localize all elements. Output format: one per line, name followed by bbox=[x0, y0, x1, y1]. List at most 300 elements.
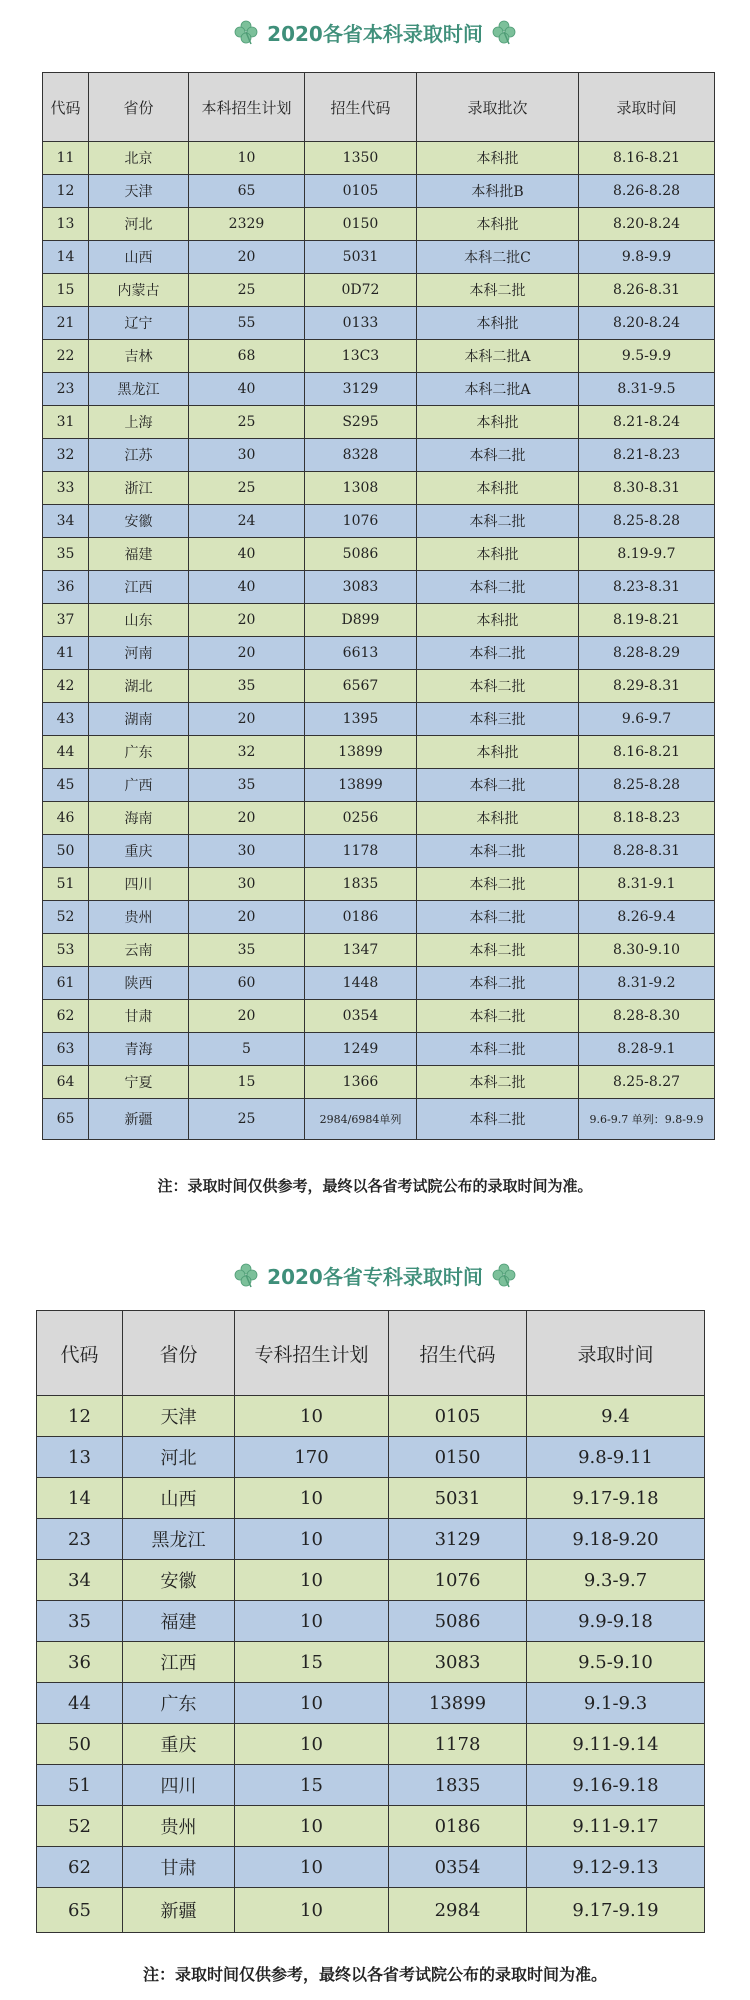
table-cell: 8.25-8.28 bbox=[579, 769, 715, 802]
table-cell: 本科批B bbox=[417, 175, 579, 208]
table-cell: 34 bbox=[37, 1560, 123, 1601]
table-cell: 8.16-8.21 bbox=[579, 736, 715, 769]
vocational-title-bar bbox=[0, 1255, 750, 1295]
table-cell: 40 bbox=[189, 538, 305, 571]
table-cell: 12 bbox=[37, 1396, 123, 1437]
table-cell: 8.19-9.7 bbox=[579, 538, 715, 571]
table-cell: 10 bbox=[189, 142, 305, 175]
col-header: 招生代码 bbox=[305, 73, 417, 142]
table-cell: 云南 bbox=[89, 934, 189, 967]
table-cell: 30 bbox=[189, 835, 305, 868]
table-cell: 35 bbox=[37, 1601, 123, 1642]
table-cell: 本科批 bbox=[417, 802, 579, 835]
table-cell: 35 bbox=[189, 769, 305, 802]
table-cell: 本科批 bbox=[417, 307, 579, 340]
table-cell: 10 bbox=[235, 1519, 389, 1560]
table-cell: 2984 bbox=[389, 1888, 527, 1933]
table-row bbox=[37, 1806, 705, 1847]
table-cell: 1076 bbox=[389, 1560, 527, 1601]
table-row bbox=[43, 1066, 715, 1099]
table-cell: 1395 bbox=[305, 703, 417, 736]
table-cell: 64 bbox=[43, 1066, 89, 1099]
table-cell: 9.8-9.11 bbox=[527, 1437, 705, 1478]
table-cell: 8.16-8.21 bbox=[579, 142, 715, 175]
table-cell: 安徽 bbox=[123, 1560, 235, 1601]
table-cell: 8.30-9.10 bbox=[579, 934, 715, 967]
table-cell: 本科三批 bbox=[417, 703, 579, 736]
table-row bbox=[43, 142, 715, 175]
table-cell: 3129 bbox=[305, 373, 417, 406]
table-row bbox=[43, 340, 715, 373]
table-header-row bbox=[37, 1311, 705, 1396]
table-cell: 43 bbox=[43, 703, 89, 736]
table-cell: 35 bbox=[189, 670, 305, 703]
table-cell: 9.5-9.10 bbox=[527, 1642, 705, 1683]
table-cell: 山东 bbox=[89, 604, 189, 637]
table-cell: 重庆 bbox=[123, 1724, 235, 1765]
table-cell: D899 bbox=[305, 604, 417, 637]
table-cell: 13899 bbox=[305, 736, 417, 769]
table-cell: 9.17-9.19 bbox=[527, 1888, 705, 1933]
table-cell: 8.26-9.4 bbox=[579, 901, 715, 934]
table-cell: 甘肃 bbox=[123, 1847, 235, 1888]
table-cell: 9.11-9.17 bbox=[527, 1806, 705, 1847]
table-cell: 9.8-9.9 bbox=[579, 241, 715, 274]
table-cell: 8.28-9.1 bbox=[579, 1033, 715, 1066]
table-cell: 65 bbox=[189, 175, 305, 208]
table-row bbox=[43, 175, 715, 208]
table-cell: 15 bbox=[235, 1765, 389, 1806]
bachelor-table bbox=[42, 72, 715, 1140]
table-cell: 8.25-8.27 bbox=[579, 1066, 715, 1099]
table-cell: 5031 bbox=[389, 1478, 527, 1519]
table-cell: 65 bbox=[43, 1099, 89, 1140]
table-cell: 25 bbox=[189, 472, 305, 505]
table-cell: 8.29-8.31 bbox=[579, 670, 715, 703]
bachelor-title: 2020各省本科录取时间 bbox=[267, 21, 483, 46]
table-cell: 2329 bbox=[189, 208, 305, 241]
table-row bbox=[43, 1033, 715, 1066]
table-cell: 8.31-9.2 bbox=[579, 967, 715, 1000]
table-cell: 6567 bbox=[305, 670, 417, 703]
table-cell: 2984/6984单列 bbox=[305, 1099, 417, 1140]
table-cell: 13 bbox=[37, 1437, 123, 1478]
table-cell: 44 bbox=[37, 1683, 123, 1724]
table-cell: 8.26-8.28 bbox=[579, 175, 715, 208]
table-cell: 0354 bbox=[389, 1847, 527, 1888]
table-cell: 12 bbox=[43, 175, 89, 208]
table-cell: 8.20-8.24 bbox=[579, 307, 715, 340]
table-cell: 0186 bbox=[389, 1806, 527, 1847]
table-cell: 浙江 bbox=[89, 472, 189, 505]
table-cell: 30 bbox=[189, 439, 305, 472]
table-row bbox=[43, 835, 715, 868]
table-cell: 10 bbox=[235, 1888, 389, 1933]
table-cell: 本科二批 bbox=[417, 868, 579, 901]
clover-icon bbox=[491, 1262, 517, 1288]
table-row bbox=[43, 901, 715, 934]
table-cell: 0150 bbox=[389, 1437, 527, 1478]
table-cell: 1347 bbox=[305, 934, 417, 967]
table-cell: 8.31-9.5 bbox=[579, 373, 715, 406]
table-cell: 9.12-9.13 bbox=[527, 1847, 705, 1888]
table-row bbox=[37, 1724, 705, 1765]
table-cell: 15 bbox=[43, 274, 89, 307]
table-cell: 本科二批 bbox=[417, 835, 579, 868]
table-cell: 天津 bbox=[123, 1396, 235, 1437]
table-row bbox=[43, 637, 715, 670]
table-row bbox=[43, 241, 715, 274]
table-row bbox=[43, 472, 715, 505]
table-cell: 1366 bbox=[305, 1066, 417, 1099]
col-header: 代码 bbox=[43, 73, 89, 142]
table-cell: 山西 bbox=[123, 1478, 235, 1519]
table-cell: 福建 bbox=[123, 1601, 235, 1642]
table-cell: 本科二批 bbox=[417, 637, 579, 670]
table-cell: 海南 bbox=[89, 802, 189, 835]
table-cell: 5086 bbox=[305, 538, 417, 571]
table-cell: 本科二批 bbox=[417, 934, 579, 967]
vocational-table bbox=[36, 1310, 705, 1933]
table-cell: 8.21-8.24 bbox=[579, 406, 715, 439]
col-header: 录取时间 bbox=[527, 1311, 705, 1396]
vocational-note: 注：录取时间仅供参考，最终以各省考试院公布的录取时间为准。 bbox=[142, 1965, 607, 1984]
table-cell: 9.17-9.18 bbox=[527, 1478, 705, 1519]
table-cell: 3083 bbox=[305, 571, 417, 604]
table-cell: 62 bbox=[37, 1847, 123, 1888]
table-cell: 32 bbox=[189, 736, 305, 769]
table-row bbox=[43, 505, 715, 538]
table-cell: 8328 bbox=[305, 439, 417, 472]
table-cell: 内蒙古 bbox=[89, 274, 189, 307]
table-cell: 20 bbox=[189, 637, 305, 670]
table-cell: 20 bbox=[189, 901, 305, 934]
table-cell: 37 bbox=[43, 604, 89, 637]
table-cell: 1178 bbox=[389, 1724, 527, 1765]
table-cell: 35 bbox=[43, 538, 89, 571]
table-cell: 1076 bbox=[305, 505, 417, 538]
col-header: 专科招生计划 bbox=[235, 1311, 389, 1396]
table-row bbox=[43, 439, 715, 472]
table-cell: 21 bbox=[43, 307, 89, 340]
table-cell: 新疆 bbox=[89, 1099, 189, 1140]
table-cell: 新疆 bbox=[123, 1888, 235, 1933]
table-cell: 62 bbox=[43, 1000, 89, 1033]
table-cell: 本科二批 bbox=[417, 1066, 579, 1099]
table-cell: 本科二批A bbox=[417, 373, 579, 406]
table-cell: 本科二批A bbox=[417, 340, 579, 373]
table-cell: 40 bbox=[189, 571, 305, 604]
clover-icon bbox=[491, 19, 517, 45]
table-cell: 吉林 bbox=[89, 340, 189, 373]
table-cell: 8.20-8.24 bbox=[579, 208, 715, 241]
table-row bbox=[37, 1847, 705, 1888]
table-row bbox=[43, 1099, 715, 1140]
table-row bbox=[43, 208, 715, 241]
table-cell: 河北 bbox=[123, 1437, 235, 1478]
table-cell: 10 bbox=[235, 1601, 389, 1642]
table-row bbox=[37, 1765, 705, 1806]
table-row bbox=[43, 406, 715, 439]
col-header: 省份 bbox=[89, 73, 189, 142]
table-cell: 31 bbox=[43, 406, 89, 439]
table-cell: 8.23-8.31 bbox=[579, 571, 715, 604]
table-cell: 辽宁 bbox=[89, 307, 189, 340]
table-cell: 本科二批 bbox=[417, 1000, 579, 1033]
table-cell: 23 bbox=[37, 1519, 123, 1560]
table-cell: 9.16-9.18 bbox=[527, 1765, 705, 1806]
table-cell: 青海 bbox=[89, 1033, 189, 1066]
table-cell: 9.11-9.14 bbox=[527, 1724, 705, 1765]
table-row bbox=[43, 868, 715, 901]
table-cell: 江西 bbox=[123, 1642, 235, 1683]
table-cell: 41 bbox=[43, 637, 89, 670]
table-cell: 1178 bbox=[305, 835, 417, 868]
table-cell: 陕西 bbox=[89, 967, 189, 1000]
table-cell: 24 bbox=[189, 505, 305, 538]
table-cell: 本科二批 bbox=[417, 1033, 579, 1066]
table-cell: 江苏 bbox=[89, 439, 189, 472]
table-cell: 8.28-8.29 bbox=[579, 637, 715, 670]
table-cell: 本科二批 bbox=[417, 571, 579, 604]
table-cell: 0150 bbox=[305, 208, 417, 241]
table-cell: 46 bbox=[43, 802, 89, 835]
table-cell: 9.1-9.3 bbox=[527, 1683, 705, 1724]
table-cell: 本科批 bbox=[417, 406, 579, 439]
table-cell: 22 bbox=[43, 340, 89, 373]
table-row bbox=[37, 1888, 705, 1933]
table-cell: 福建 bbox=[89, 538, 189, 571]
table-cell: 宁夏 bbox=[89, 1066, 189, 1099]
table-cell: 8.31-9.1 bbox=[579, 868, 715, 901]
table-cell: 0D72 bbox=[305, 274, 417, 307]
table-cell: 山西 bbox=[89, 241, 189, 274]
table-cell: 25 bbox=[189, 406, 305, 439]
table-cell: 10 bbox=[235, 1396, 389, 1437]
table-cell: 8.21-8.23 bbox=[579, 439, 715, 472]
table-cell: 北京 bbox=[89, 142, 189, 175]
table-cell: 25 bbox=[189, 274, 305, 307]
table-cell: 13C3 bbox=[305, 340, 417, 373]
table-row bbox=[43, 802, 715, 835]
table-cell: 5 bbox=[189, 1033, 305, 1066]
table-cell: 32 bbox=[43, 439, 89, 472]
table-row bbox=[43, 736, 715, 769]
table-cell: 52 bbox=[43, 901, 89, 934]
table-cell: 20 bbox=[189, 241, 305, 274]
table-cell: 1350 bbox=[305, 142, 417, 175]
table-cell: 河南 bbox=[89, 637, 189, 670]
table-cell: 13899 bbox=[389, 1683, 527, 1724]
table-row bbox=[43, 703, 715, 736]
table-cell: 10 bbox=[235, 1478, 389, 1519]
table-cell: 36 bbox=[37, 1642, 123, 1683]
table-row bbox=[43, 373, 715, 406]
clover-icon bbox=[233, 19, 259, 45]
table-cell: 23 bbox=[43, 373, 89, 406]
col-header: 招生代码 bbox=[389, 1311, 527, 1396]
table-cell: 8.26-8.31 bbox=[579, 274, 715, 307]
table-cell: 20 bbox=[189, 604, 305, 637]
col-header: 本科招生计划 bbox=[189, 73, 305, 142]
table-cell: 61 bbox=[43, 967, 89, 1000]
table-row bbox=[37, 1601, 705, 1642]
bachelor-title-bar bbox=[0, 12, 750, 52]
table-cell: 8.19-8.21 bbox=[579, 604, 715, 637]
table-row bbox=[43, 1000, 715, 1033]
table-cell: 本科批 bbox=[417, 142, 579, 175]
table-cell: 170 bbox=[235, 1437, 389, 1478]
table-cell: 36 bbox=[43, 571, 89, 604]
table-cell: 本科批 bbox=[417, 538, 579, 571]
table-cell: 34 bbox=[43, 505, 89, 538]
table-cell: 20 bbox=[189, 1000, 305, 1033]
table-cell: 1308 bbox=[305, 472, 417, 505]
table-cell: 40 bbox=[189, 373, 305, 406]
table-row bbox=[43, 967, 715, 1000]
table-cell: 广西 bbox=[89, 769, 189, 802]
table-cell: S295 bbox=[305, 406, 417, 439]
table-row bbox=[43, 769, 715, 802]
col-header: 录取批次 bbox=[417, 73, 579, 142]
table-cell: 天津 bbox=[89, 175, 189, 208]
table-cell: 本科二批C bbox=[417, 241, 579, 274]
table-cell: 本科二批 bbox=[417, 901, 579, 934]
table-cell: 本科批 bbox=[417, 208, 579, 241]
table-cell: 8.28-8.30 bbox=[579, 1000, 715, 1033]
table-cell: 63 bbox=[43, 1033, 89, 1066]
table-cell: 8.28-8.31 bbox=[579, 835, 715, 868]
table-row bbox=[43, 274, 715, 307]
table-cell: 52 bbox=[37, 1806, 123, 1847]
table-cell: 9.6-9.7 bbox=[579, 703, 715, 736]
table-cell: 贵州 bbox=[89, 901, 189, 934]
table-cell: 本科批 bbox=[417, 472, 579, 505]
table-cell: 1448 bbox=[305, 967, 417, 1000]
table-cell: 本科批 bbox=[417, 736, 579, 769]
table-cell: 50 bbox=[43, 835, 89, 868]
table-cell: 湖南 bbox=[89, 703, 189, 736]
col-header: 省份 bbox=[123, 1311, 235, 1396]
table-cell: 9.9-9.18 bbox=[527, 1601, 705, 1642]
table-cell: 黑龙江 bbox=[123, 1519, 235, 1560]
table-cell: 黑龙江 bbox=[89, 373, 189, 406]
table-cell: 51 bbox=[37, 1765, 123, 1806]
table-cell: 8.25-8.28 bbox=[579, 505, 715, 538]
table-cell: 33 bbox=[43, 472, 89, 505]
table-cell: 55 bbox=[189, 307, 305, 340]
table-row bbox=[43, 604, 715, 637]
table-cell: 60 bbox=[189, 967, 305, 1000]
table-cell: 湖北 bbox=[89, 670, 189, 703]
table-cell: 11 bbox=[43, 142, 89, 175]
table-row bbox=[37, 1478, 705, 1519]
vocational-title: 2020各省专科录取时间 bbox=[267, 1264, 483, 1289]
table-cell: 本科二批 bbox=[417, 769, 579, 802]
table-cell: 本科二批 bbox=[417, 274, 579, 307]
table-cell: 45 bbox=[43, 769, 89, 802]
table-cell: 本科二批 bbox=[417, 505, 579, 538]
table-cell: 10 bbox=[235, 1847, 389, 1888]
table-row bbox=[43, 538, 715, 571]
table-cell: 20 bbox=[189, 802, 305, 835]
table-cell: 0354 bbox=[305, 1000, 417, 1033]
table-cell: 8.30-8.31 bbox=[579, 472, 715, 505]
table-cell: 本科二批 bbox=[417, 670, 579, 703]
table-cell: 14 bbox=[37, 1478, 123, 1519]
table-row bbox=[37, 1396, 705, 1437]
table-cell: 53 bbox=[43, 934, 89, 967]
table-cell: 本科二批 bbox=[417, 439, 579, 472]
table-cell: 本科批 bbox=[417, 604, 579, 637]
table-cell: 本科二批 bbox=[417, 1099, 579, 1140]
table-cell: 65 bbox=[37, 1888, 123, 1933]
table-cell: 1835 bbox=[305, 868, 417, 901]
table-cell: 甘肃 bbox=[89, 1000, 189, 1033]
table-row bbox=[43, 670, 715, 703]
table-cell: 河北 bbox=[89, 208, 189, 241]
table-cell: 9.6-9.7 单列：9.8-9.9 bbox=[579, 1099, 715, 1140]
table-cell: 10 bbox=[235, 1806, 389, 1847]
clover-icon bbox=[233, 1262, 259, 1288]
table-row bbox=[43, 571, 715, 604]
table-cell: 1249 bbox=[305, 1033, 417, 1066]
table-cell: 15 bbox=[189, 1066, 305, 1099]
table-cell: 0256 bbox=[305, 802, 417, 835]
table-cell: 50 bbox=[37, 1724, 123, 1765]
table-cell: 9.5-9.9 bbox=[579, 340, 715, 373]
table-row bbox=[37, 1683, 705, 1724]
table-cell: 9.4 bbox=[527, 1396, 705, 1437]
table-row bbox=[37, 1519, 705, 1560]
table-cell: 四川 bbox=[89, 868, 189, 901]
table-cell: 0105 bbox=[305, 175, 417, 208]
table-cell: 安徽 bbox=[89, 505, 189, 538]
table-cell: 13899 bbox=[305, 769, 417, 802]
table-cell: 9.3-9.7 bbox=[527, 1560, 705, 1601]
table-row bbox=[37, 1560, 705, 1601]
bachelor-note: 注：录取时间仅供参考，最终以各省考试院公布的录取时间为准。 bbox=[157, 1177, 593, 1195]
table-cell: 0133 bbox=[305, 307, 417, 340]
table-cell: 10 bbox=[235, 1724, 389, 1765]
table-cell: 广东 bbox=[123, 1683, 235, 1724]
table-cell: 贵州 bbox=[123, 1806, 235, 1847]
table-cell: 0105 bbox=[389, 1396, 527, 1437]
table-row bbox=[37, 1642, 705, 1683]
table-cell: 44 bbox=[43, 736, 89, 769]
table-cell: 5031 bbox=[305, 241, 417, 274]
table-cell: 13 bbox=[43, 208, 89, 241]
table-cell: 51 bbox=[43, 868, 89, 901]
table-cell: 3129 bbox=[389, 1519, 527, 1560]
col-header: 代码 bbox=[37, 1311, 123, 1396]
table-cell: 20 bbox=[189, 703, 305, 736]
table-row bbox=[43, 307, 715, 340]
table-cell: 1835 bbox=[389, 1765, 527, 1806]
table-cell: 江西 bbox=[89, 571, 189, 604]
table-cell: 6613 bbox=[305, 637, 417, 670]
table-cell: 68 bbox=[189, 340, 305, 373]
table-cell: 15 bbox=[235, 1642, 389, 1683]
col-header: 录取时间 bbox=[579, 73, 715, 142]
table-cell: 42 bbox=[43, 670, 89, 703]
table-cell: 上海 bbox=[89, 406, 189, 439]
table-cell: 9.18-9.20 bbox=[527, 1519, 705, 1560]
table-cell: 14 bbox=[43, 241, 89, 274]
table-header-row bbox=[43, 73, 715, 142]
table-cell: 广东 bbox=[89, 736, 189, 769]
table-cell: 3083 bbox=[389, 1642, 527, 1683]
